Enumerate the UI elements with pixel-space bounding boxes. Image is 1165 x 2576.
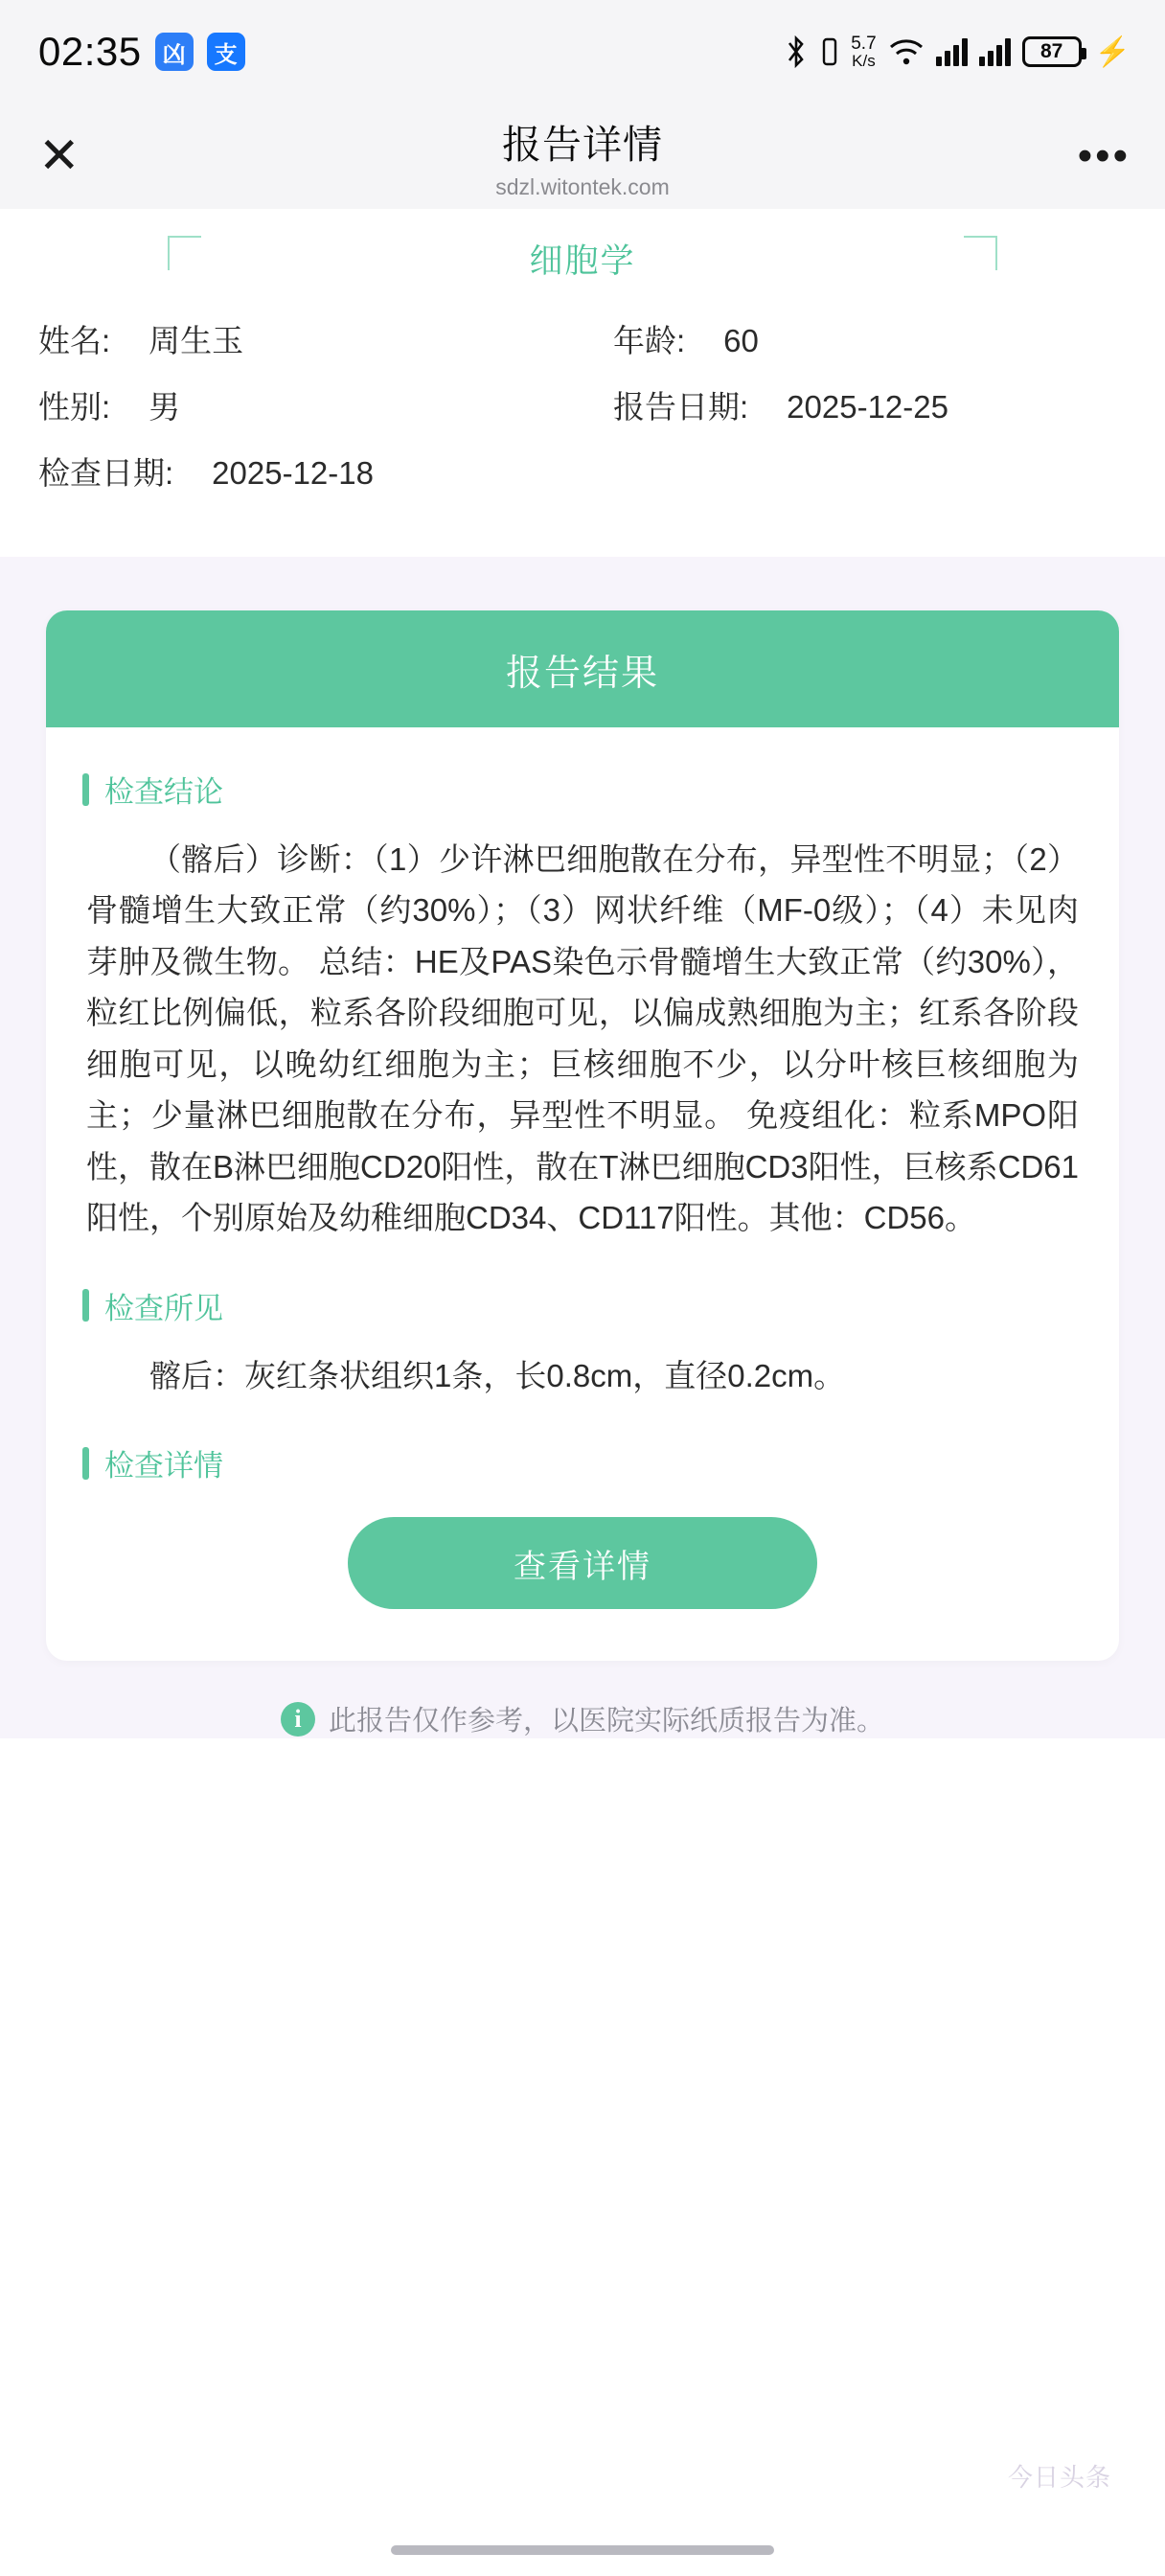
field-report-date-value: 2025-12-25 [787,389,948,425]
field-name-label: 姓名: [38,323,111,358]
view-detail-button[interactable]: 查看详情 [348,1517,817,1609]
section-accent-bar [82,1289,89,1322]
status-clock: 02:35 [38,29,142,74]
field-name-value: 周生玉 [148,323,244,358]
conclusion-section [46,768,1119,1244]
app-badge-icon-2: 支 [207,33,245,71]
report-result-title: 报告结果 [505,653,659,694]
battery-indicator: 87 [1022,36,1082,67]
patient-info-grid [0,309,1165,494]
field-gender-value: 男 [148,389,181,425]
conclusion-section-title [82,768,1083,811]
detail-section-title [82,1441,1083,1484]
field-age-label: 年龄: [613,323,686,358]
network-speed-value: 5.7 [851,34,877,54]
findings-section [46,1284,1119,1401]
patient-info-row [38,316,1127,361]
field-gender-label: 性别: [38,389,111,425]
network-speed-unit: K/s [852,52,876,70]
patient-header-card [0,209,1165,557]
findings-text: 髂后：灰红条状组织1条，长0.8cm，直径0.2cm。 [149,1357,846,1393]
close-icon[interactable]: ✕ [38,128,80,184]
field-exam-date [38,448,613,494]
nav-center [0,113,1165,200]
app-badge-icon-1: 凶 [155,33,194,71]
findings-section-title [82,1284,1083,1327]
disclaimer-notice [0,1661,1165,1738]
more-options-icon[interactable]: ••• [1077,131,1131,179]
conclusion-text: （髂后）诊断：（1）少许淋巴细胞散在分布，异型性不明显；（2）骨髓增生大致正常（约30%）；（3）网状纤维（MF-0级）；（4）未见肉芽肿及微生物。 总结：HE及PAS染色示骨髓增生大致正常（约30%），粒红比例偏低，粒系各阶段细胞可见，以偏成熟细胞为主；红系各阶段细胞可见，以晚幼红细胞为主；巨核细胞不少，以分叶核巨核细胞为主；少量淋巴细胞散在分布，异型性不明显。 免疫组化：粒系MPO阳性，散在B淋巴细胞CD20阳性，散在T淋巴细胞CD3阳性，巨核系CD61阳性，个别原始及幼稚细胞CD34、CD117阳性。其他：CD56。 [86,841,1079,1236]
patient-info-row [38,448,1127,494]
findings-title-text: 检查所见 [104,1291,223,1325]
conclusion-title-text: 检查结论 [104,775,223,809]
status-bar [0,0,1165,104]
field-report-date-label: 报告日期: [613,389,749,425]
disclaimer-text: 此报告仅作参考，以医院实际纸质报告为准。 [328,1706,884,1737]
detail-button-wrap [82,1490,1083,1661]
wifi-icon [888,37,925,66]
detail-title-text: 检查详情 [104,1449,223,1484]
field-age-value: 60 [723,323,759,358]
detail-section [46,1441,1119,1661]
section-accent-bar [82,773,89,806]
status-bar-left [38,29,245,75]
report-result-card [46,610,1119,1661]
department-name: 细胞学 [529,242,636,280]
report-body [0,557,1165,1738]
bracket-left-decoration [168,236,201,270]
alarm-icon [820,35,839,68]
signal-bars-icon-1 [936,37,968,66]
patient-info-row [38,382,1127,427]
watermark: 今日头条 [1007,2463,1111,2492]
department-banner [0,209,1165,309]
network-speed-indicator [851,34,876,69]
status-bar-right [784,34,1131,69]
field-gender [38,382,613,427]
charging-bolt-icon: ⚡ [1094,35,1131,68]
section-accent-bar [82,1447,89,1480]
field-name [38,316,613,361]
signal-bars-icon-2 [979,37,1011,66]
report-result-header [46,610,1119,727]
nav-bar [0,104,1165,209]
page-subtitle-url: sdzl.witontek.com [495,173,670,199]
bracket-right-decoration [964,236,997,270]
page-title: 报告详情 [502,122,663,167]
field-exam-date-value: 2025-12-18 [212,455,374,491]
field-exam-date-label: 检查日期: [38,455,174,491]
bluetooth-icon [784,35,809,68]
field-report-date [613,382,948,427]
home-indicator[interactable] [391,2545,774,2555]
field-age [613,316,759,361]
info-icon: i [281,1702,315,1736]
